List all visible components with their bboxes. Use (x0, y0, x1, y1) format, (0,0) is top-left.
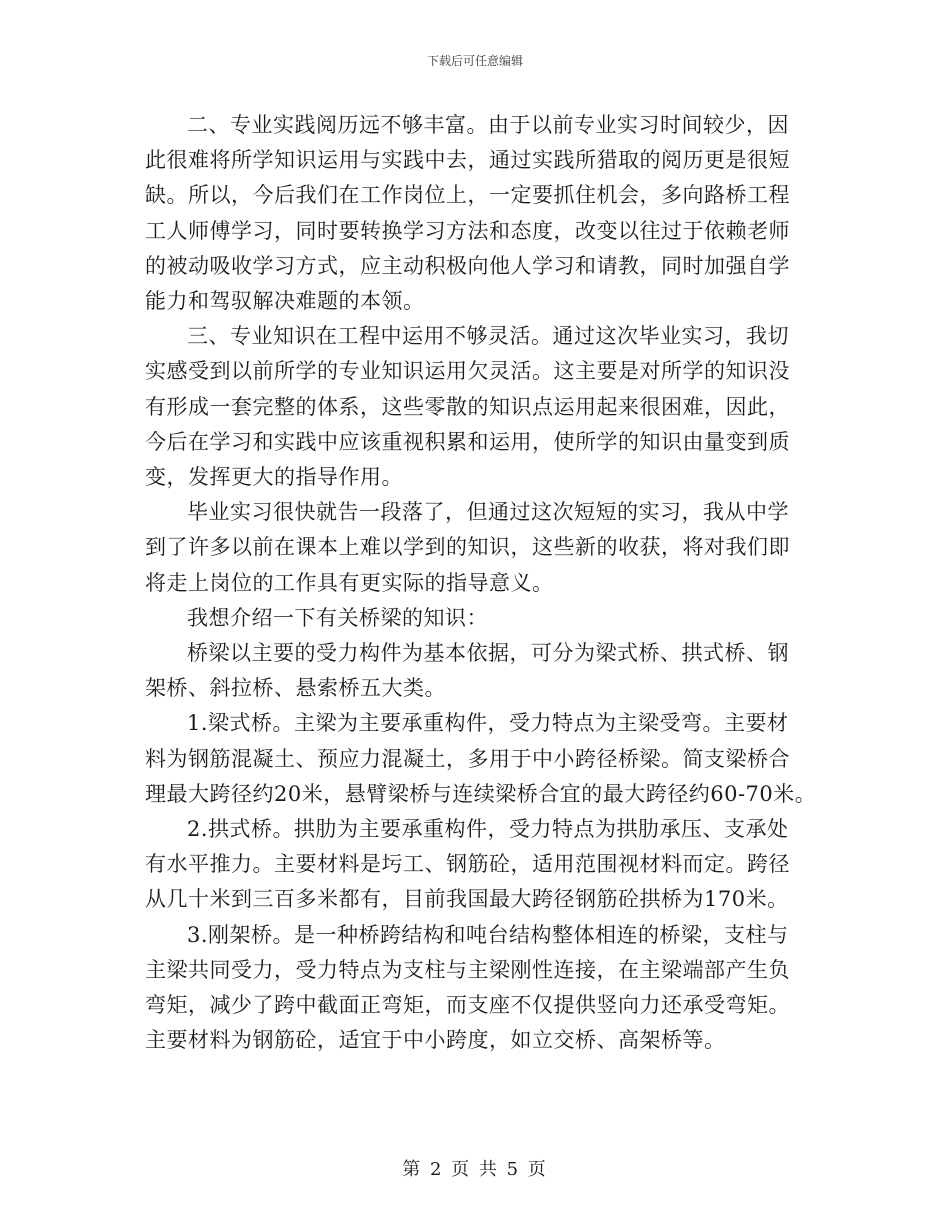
paragraph-arch-bridge (145, 812, 805, 918)
text-line: 有形成一套完整的体系，这些零散的知识点运用起来很困难，因此， (145, 394, 790, 419)
text-line: 2.拱式桥。拱肋为主要承重构件，受力特点为拱肋承压、支承处 (187, 817, 789, 842)
text-line: 理最大跨径约20米，悬臂梁桥与连续梁桥合宜的最大跨径约60-70米。 (145, 781, 817, 806)
text-line: 能力和驾驭解决难题的本领。 (145, 289, 425, 314)
paragraph-bridge-intro (145, 601, 805, 636)
paragraph-internship-summary (145, 495, 805, 601)
text-line: 变，发挥更大的指导作用。 (145, 465, 403, 490)
text-line: 二、专业实践阅历远不够丰富。由于以前专业实习时间较少，因 (187, 113, 789, 137)
text-line: 有水平推力。主要材料是圬工、钢筋砼，适用范围视材料而定。跨径 (145, 852, 790, 877)
page-number-footer: 第 2 页 共 5 页 (402, 1159, 548, 1180)
text-line: 将走上岗位的工作具有更实际的指导意义。 (145, 570, 554, 595)
text-line: 到了许多以前在课本上难以学到的知识，这些新的收获，将对我们即 (145, 535, 790, 560)
text-line: 桥梁以主要的受力构件为基本依据，可分为梁式桥、拱式桥、钢 (187, 641, 789, 666)
text-line: 实感受到以前所学的专业知识运用欠灵活。这主要是对所学的知识没 (145, 359, 790, 384)
text-line: 料为钢筋混凝土、预应力混凝土，多用于中小跨径桥梁。简支梁桥合 (145, 746, 790, 771)
paragraph-practice-experience (145, 108, 805, 319)
text-line: 我想介绍一下有关桥梁的知识： (187, 605, 488, 630)
text-line: 今后在学习和实践中应该重视积累和运用，使所学的知识由量变到质 (145, 429, 790, 454)
text-line: 从几十米到三百多米都有，目前我国最大跨径钢筋砼拱桥为170米。 (145, 887, 789, 912)
paragraph-beam-bridge (145, 706, 817, 812)
paragraph-rigid-frame-bridge (145, 918, 805, 1059)
text-line: 此很难将所学知识运用与实践中去，通过实践所猎取的阅历更是很短 (145, 148, 790, 173)
document-body (145, 108, 817, 1058)
text-line: 工人师傅学习，同时要转换学习方法和态度，改变以往过于依赖老师 (145, 218, 790, 243)
text-line: 架桥、斜拉桥、悬索桥五大类。 (145, 676, 446, 701)
page-header: 下载后可任意编辑 (426, 54, 523, 68)
text-line: 主梁共同受力，受力特点为支柱与主梁刚性连接，在主梁端部产生负 (145, 957, 790, 982)
text-line: 三、专业知识在工程中运用不够灵活。通过这次毕业实习，我切 (187, 324, 789, 349)
paragraph-bridge-types (145, 636, 805, 706)
paragraph-knowledge-application (145, 319, 805, 495)
text-line: 1.梁式桥。主梁为主要承重构件，受力特点为主梁受弯。主要材 (187, 711, 789, 736)
text-line: 弯矩，减少了跨中截面正弯矩，而支座不仅提供竖向力还承受弯矩。 (145, 993, 790, 1018)
text-line: 缺。所以，今后我们在工作岗位上，一定要抓住机会，多向路桥工程 (145, 183, 790, 208)
text-line: 3.刚架桥。是一种桥跨结构和吨台结构整体相连的桥梁，支柱与 (187, 922, 789, 947)
text-line: 主要材料为钢筋砼，适宜于中小跨度，如立交桥、高架桥等。 (145, 1028, 726, 1053)
text-line: 的被动吸收学习方式，应主动积极向他人学习和请教，同时加强自学 (145, 253, 790, 278)
text-line: 毕业实习很快就告一段落了，但通过这次短短的实习，我从中学 (187, 500, 789, 525)
